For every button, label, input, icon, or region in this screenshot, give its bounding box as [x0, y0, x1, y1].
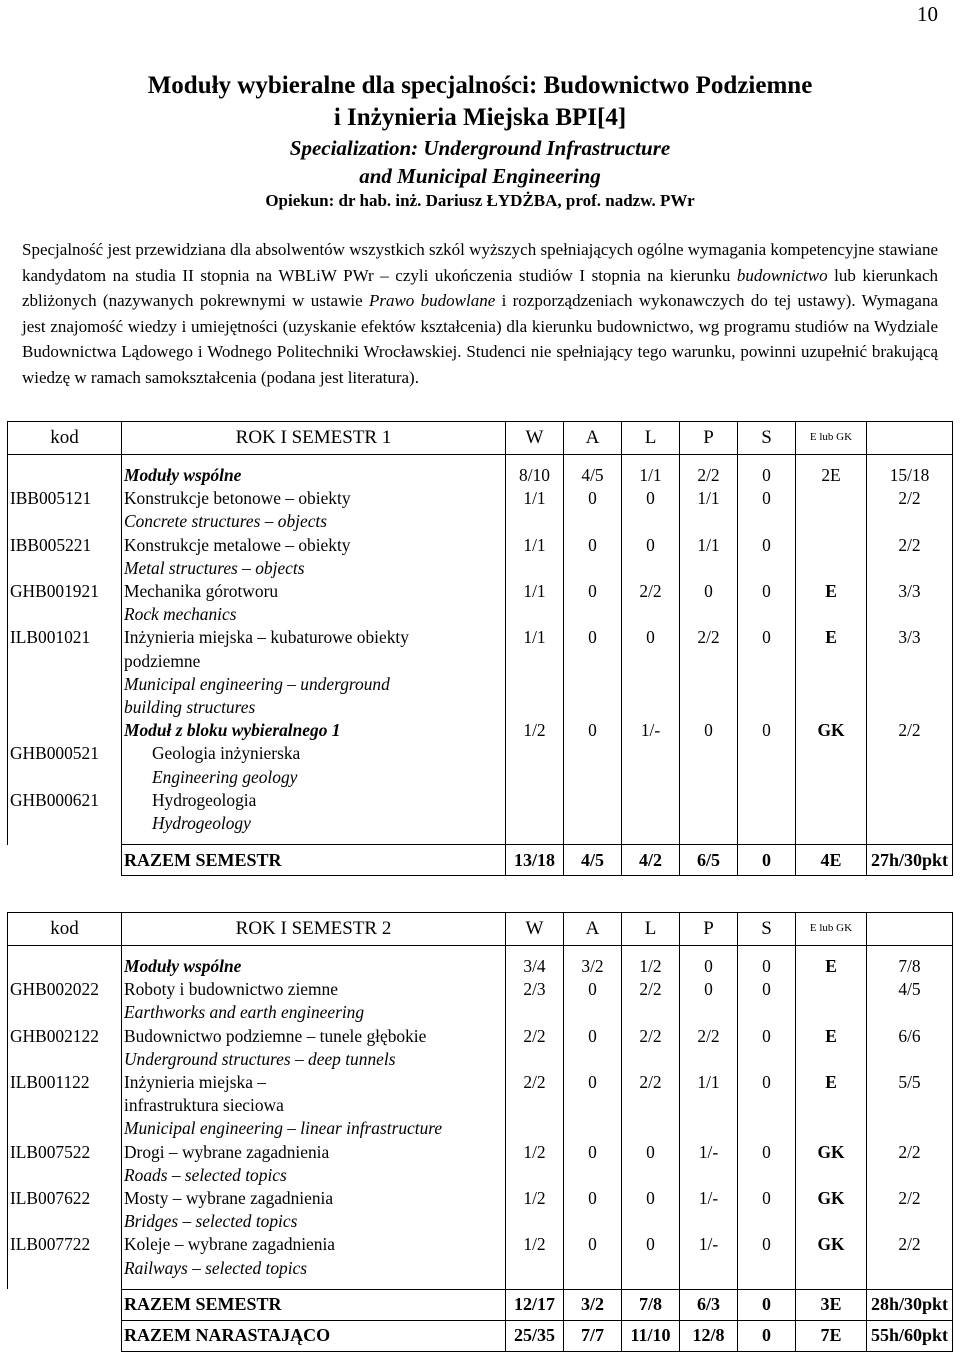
header-e: E lub GK [796, 422, 867, 455]
cell-a: 0 [564, 487, 622, 510]
cell-l: 0 [622, 1233, 680, 1256]
title-line-4: and Municipal Engineering [359, 164, 601, 188]
cell-pts: 2/2 [867, 1187, 953, 1210]
course-code: GHB002122 [8, 1025, 122, 1048]
cell-pts: 3/3 [867, 580, 953, 603]
header-a: A [564, 913, 622, 946]
table-row [8, 1141, 953, 1164]
cell-l: 2/2 [622, 978, 680, 1001]
cell-l: 1/2 [622, 955, 680, 978]
course-name-en: Bridges – selected topics [122, 1210, 506, 1233]
total-s: 0 [738, 1289, 796, 1320]
cell-pts: 3/3 [867, 626, 953, 649]
course-name: Drogi – wybrane zagadnienia [122, 1141, 506, 1164]
total-w: 12/17 [506, 1289, 564, 1320]
cumulative-pts: 55h/60pkt [867, 1320, 953, 1351]
course-code: IBB005221 [8, 534, 122, 557]
course-code: ILB001021 [8, 626, 122, 649]
course-name-en: Underground structures – deep tunnels [122, 1048, 506, 1071]
table-row [8, 696, 953, 719]
table-row [8, 1071, 953, 1094]
header-s: S [738, 913, 796, 946]
table-row [8, 487, 953, 510]
table-row [8, 626, 953, 649]
cumulative-p: 12/8 [680, 1320, 738, 1351]
course-name-en: Hydrogeology [122, 812, 506, 835]
header-empty [867, 422, 953, 455]
cell-e: GK [796, 1141, 867, 1164]
table-row [8, 1025, 953, 1048]
table-row [8, 742, 953, 765]
cell-w: 2/2 [506, 1071, 564, 1094]
cell-l: 2/2 [622, 580, 680, 603]
total-l: 4/2 [622, 845, 680, 876]
course-name-en: Metal structures – objects [122, 557, 506, 580]
course-code: GHB000621 [8, 789, 122, 812]
cell-p: 1/1 [680, 1071, 738, 1094]
cell-s: 0 [738, 955, 796, 978]
header-kod: kod [8, 422, 122, 455]
table-row [8, 1048, 953, 1071]
cell-p: 1/1 [680, 534, 738, 557]
cell-s: 0 [738, 580, 796, 603]
cell-w: 1/2 [506, 1187, 564, 1210]
total-a: 4/5 [564, 845, 622, 876]
total-p: 6/3 [680, 1289, 738, 1320]
total-e: 3E [796, 1289, 867, 1320]
table-row [8, 650, 953, 673]
table-row [8, 603, 953, 626]
cell-s: 0 [738, 626, 796, 649]
table-header-row [8, 913, 953, 946]
cell-a: 0 [564, 1187, 622, 1210]
course-name: Mosty – wybrane zagadnienia [122, 1187, 506, 1210]
cumulative-s: 0 [738, 1320, 796, 1351]
header-kod: kod [8, 913, 122, 946]
cell-l: 1/- [622, 719, 680, 742]
cell-p: 2/2 [680, 464, 738, 487]
header-l: L [622, 422, 680, 455]
cell-p: 0 [680, 978, 738, 1001]
course-name: Inżynieria miejska – kubaturowe obiekty [122, 626, 506, 649]
course-code: ILB007522 [8, 1141, 122, 1164]
cell-pts: 15/18 [867, 464, 953, 487]
cell-a: 0 [564, 1025, 622, 1048]
intro-paragraph [22, 237, 938, 391]
cell-e: E [796, 626, 867, 649]
cell-e: E [796, 580, 867, 603]
cell-e: E [796, 955, 867, 978]
course-code: GHB002022 [8, 978, 122, 1001]
cell-pts: 2/2 [867, 1233, 953, 1256]
cell-s: 0 [738, 719, 796, 742]
course-name: Konstrukcje metalowe – obiekty [122, 534, 506, 557]
cell-w: 1/2 [506, 1233, 564, 1256]
cell-s: 0 [738, 1233, 796, 1256]
cell-s: 0 [738, 464, 796, 487]
cell-pts: 2/2 [867, 719, 953, 742]
table-row [8, 1117, 953, 1140]
page-number: 10 [917, 2, 938, 26]
header-a: A [564, 422, 622, 455]
common-modules-label: Moduły wspólne [122, 955, 506, 978]
cell-a: 3/2 [564, 955, 622, 978]
supervisor-line: Opiekun: dr hab. inż. Dariusz ŁYDŻBA, prof. nadzw. PWr [265, 191, 695, 210]
cell-a: 0 [564, 1233, 622, 1256]
cell-l: 0 [622, 534, 680, 557]
elective-block-label: Moduł z bloku wybieralnego 1 [122, 719, 506, 742]
course-code: ILB007622 [8, 1187, 122, 1210]
header-s: S [738, 422, 796, 455]
cell-s: 0 [738, 1025, 796, 1048]
table-row [8, 673, 953, 696]
course-name-cont: podziemne [122, 650, 506, 673]
cell-e: 2E [796, 464, 867, 487]
header-empty [867, 913, 953, 946]
cell-p: 2/2 [680, 1025, 738, 1048]
cell-e: GK [796, 719, 867, 742]
total-pts: 28h/30pkt [867, 1289, 953, 1320]
cell-p: 0 [680, 719, 738, 742]
title-line-2: i Inżynieria Miejska BPI[4] [333, 104, 627, 131]
title-line-3: Specialization: Underground Infrastructure [289, 136, 671, 160]
cell-e: E [796, 1071, 867, 1094]
total-label: RAZEM SEMESTR [122, 1289, 506, 1320]
cell-s: 0 [738, 1141, 796, 1164]
cell-s: 0 [738, 978, 796, 1001]
total-e: 4E [796, 845, 867, 876]
header-p: P [680, 913, 738, 946]
header-e: E lub GK [796, 913, 867, 946]
table-row [8, 812, 953, 835]
table-row [8, 789, 953, 812]
cell-w: 2/2 [506, 1025, 564, 1048]
course-name: Konstrukcje betonowe – obiekty [122, 487, 506, 510]
table-row [8, 955, 953, 978]
cell-l: 0 [622, 626, 680, 649]
course-name-cont: infrastruktura sieciowa [122, 1094, 506, 1117]
common-modules-label: Moduły wspólne [122, 464, 506, 487]
course-name: Koleje – wybrane zagadnienia [122, 1233, 506, 1256]
cumulative-l: 11/10 [622, 1320, 680, 1351]
cumulative-w: 25/35 [506, 1320, 564, 1351]
course-name-en: Earthworks and earth engineering [122, 1001, 506, 1024]
cell-e [796, 534, 867, 557]
cell-a: 0 [564, 534, 622, 557]
table-row [8, 580, 953, 603]
course-code: GHB000521 [8, 742, 122, 765]
header-p: P [680, 422, 738, 455]
table-row [8, 1187, 953, 1210]
cell-a: 4/5 [564, 464, 622, 487]
cell-l: 1/1 [622, 464, 680, 487]
cell-w: 1/1 [506, 626, 564, 649]
cell-pts: 2/2 [867, 1141, 953, 1164]
title-line-1: Moduły wybieralne dla specjalności: Budownictwo Podziemne [147, 72, 813, 99]
course-name-en: Railways – selected topics [122, 1257, 506, 1280]
cell-l: 0 [622, 1141, 680, 1164]
cell-s: 0 [738, 1187, 796, 1210]
cell-pts: 6/6 [867, 1025, 953, 1048]
table-row [8, 766, 953, 789]
table-row [8, 464, 953, 487]
course-code: ILB001122 [8, 1071, 122, 1094]
table-row [8, 1164, 953, 1187]
course-name-en: Municipal engineering – underground [122, 673, 506, 696]
semester-1-table [7, 421, 952, 876]
cell-w: 1/2 [506, 719, 564, 742]
course-name-en: Engineering geology [122, 766, 506, 789]
cell-l: 2/2 [622, 1025, 680, 1048]
total-l: 7/8 [622, 1289, 680, 1320]
table-row [8, 534, 953, 557]
course-name: Hydrogeologia [122, 789, 506, 812]
cell-p: 1/- [680, 1187, 738, 1210]
cell-w: 8/10 [506, 464, 564, 487]
cell-w: 1/2 [506, 1141, 564, 1164]
intro-text-1: Specjalność jest przewidziana dla absolwentów wszystkich szkól wyższych spełniających ogólne wymagania kompetencyjne stawiane kandydatom na studia II stopnia na WBLiW PWr – czyli ukończenia studiów I stopnia na kierunku [22, 240, 938, 285]
cell-p: 1/- [680, 1141, 738, 1164]
cell-e [796, 487, 867, 510]
table-row [8, 1210, 953, 1233]
cumulative-e: 7E [796, 1320, 867, 1351]
header-title: ROK I SEMESTR 2 [122, 913, 506, 946]
course-code: IBB005121 [8, 487, 122, 510]
cell-p: 1/- [680, 1233, 738, 1256]
total-label: RAZEM SEMESTR [122, 845, 506, 876]
cell-l: 0 [622, 487, 680, 510]
cell-e: GK [796, 1187, 867, 1210]
semester-total-row [8, 845, 953, 876]
table-row [8, 557, 953, 580]
cell-pts: 4/5 [867, 978, 953, 1001]
cell-s: 0 [738, 487, 796, 510]
cell-p: 0 [680, 580, 738, 603]
header-l: L [622, 913, 680, 946]
header-title: ROK I SEMESTR 1 [122, 422, 506, 455]
cell-l: 0 [622, 1187, 680, 1210]
course-name: Mechanika górotworu [122, 580, 506, 603]
course-name: Geologia inżynierska [122, 742, 506, 765]
total-s: 0 [738, 845, 796, 876]
cell-a: 0 [564, 978, 622, 1001]
intro-emphasis-2: Prawo budowlane [368, 291, 496, 311]
cell-pts: 2/2 [867, 487, 953, 510]
cell-l: 2/2 [622, 1071, 680, 1094]
total-p: 6/5 [680, 845, 738, 876]
total-a: 3/2 [564, 1289, 622, 1320]
course-name-en: Municipal engineering – linear infrastructure [122, 1117, 506, 1140]
course-code: ILB007722 [8, 1233, 122, 1256]
course-name-en: Concrete structures – objects [122, 510, 506, 533]
cell-a: 0 [564, 580, 622, 603]
cell-p: 0 [680, 955, 738, 978]
cell-e: E [796, 1025, 867, 1048]
table-header-row [8, 422, 953, 455]
cumulative-a: 7/7 [564, 1320, 622, 1351]
course-code: GHB001921 [8, 580, 122, 603]
cumulative-label: RAZEM NARASTAJĄCO [122, 1320, 506, 1351]
course-name-en-cont: building structures [122, 696, 506, 719]
cell-a: 0 [564, 1071, 622, 1094]
cell-pts: 7/8 [867, 955, 953, 978]
cell-w: 3/4 [506, 955, 564, 978]
cell-e [796, 978, 867, 1001]
header-w: W [506, 913, 564, 946]
cell-pts: 2/2 [867, 534, 953, 557]
table-row [8, 1257, 953, 1280]
course-name: Inżynieria miejska – [122, 1071, 506, 1094]
cell-e: GK [796, 1233, 867, 1256]
semester-total-row [8, 1289, 953, 1320]
cell-w: 1/1 [506, 580, 564, 603]
cell-s: 0 [738, 1071, 796, 1094]
intro-emphasis-1: budownictwo [736, 265, 828, 285]
course-name-en: Roads – selected topics [122, 1164, 506, 1187]
table-row [8, 510, 953, 533]
table-row [8, 1233, 953, 1256]
cell-w: 2/3 [506, 978, 564, 1001]
cell-p: 1/1 [680, 487, 738, 510]
table-row [8, 978, 953, 1001]
table-row [8, 1094, 953, 1117]
cell-a: 0 [564, 1141, 622, 1164]
cell-s: 0 [738, 534, 796, 557]
total-w: 13/18 [506, 845, 564, 876]
total-pts: 27h/30pkt [867, 845, 953, 876]
table-row [8, 1001, 953, 1024]
course-name: Roboty i budownictwo ziemne [122, 978, 506, 1001]
title-block [0, 70, 960, 212]
intro-text-3: i rozporządzeniach wykonawczych do tej ustawy). Wymagana jest znajomość wiedzy i umiejętności (uzyskanie efektów kształcenia) dla kierunku budownictwo, wg programu studiów na Wydziale Budownictwa Lądowego i Wodnego Politechniki Wrocławskiej. Studenci nie spełniający tego warunku, powinni uzupełnić brakującą wiedzę w ramach samokształcenia (podana jest literatura). [22, 291, 938, 387]
course-name-en: Rock mechanics [122, 603, 506, 626]
intro-text-2: lub kierunkach zbliżonych (nazywanych pokrewnymi w ustawie [22, 265, 939, 311]
cell-a: 0 [564, 719, 622, 742]
cell-a: 0 [564, 626, 622, 649]
table-row [8, 719, 953, 742]
cell-w: 1/1 [506, 534, 564, 557]
cell-p: 2/2 [680, 626, 738, 649]
course-name: Budownictwo podziemne – tunele głębokie [122, 1025, 506, 1048]
semester-2-table [7, 912, 952, 1352]
cell-w: 1/1 [506, 487, 564, 510]
cell-pts: 5/5 [867, 1071, 953, 1094]
header-w: W [506, 422, 564, 455]
